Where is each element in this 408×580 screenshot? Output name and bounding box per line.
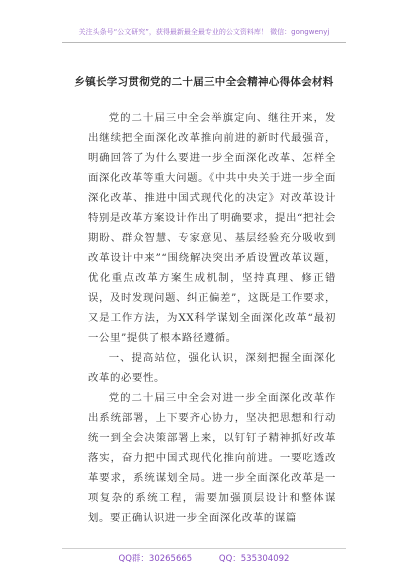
header-banner: 关注头条号“公文研究”，获得最新最全最专业的公文资料库！ 微信：gongwenyj <box>78 28 330 36</box>
header-divider <box>62 42 346 43</box>
body-paragraph-section-heading: 一、提高站位，强化认识，深刻把握全面深化改革的必要性。 <box>88 352 336 384</box>
document-body <box>88 108 336 548</box>
footer-divider <box>62 548 346 549</box>
footer-qq-contact: QQ：535304092 <box>218 554 290 564</box>
document-title: 乡镇长学习贯彻党的二十届三中全会精神心得体会材料 <box>74 76 334 88</box>
footer-qq-group: QQ群：30265665 <box>118 554 193 564</box>
body-paragraph-intro: 党的二十届三中全会举旗定向、继往开来，发出继续把全面深化改革推向前进的新时代最强音，明确回答了为什么要进一步全面深化改革、怎样全面深化改革等重大问题。《中共中央关于进一步全面深化改革、推进中国式现代化的决定》对改革设计特别是改革方案设计作出了明确要求，提出“把社会期盼、群众智慧、专家意见、基层经验充分吸收到改革设计中来”“围绕解决突出矛盾设置改革议题，优化重点改革方案生成机制，坚持真理、修正错误，及时发现问题、纠正偏差”，这既是工作要求，又是工作方法，为XX科学谋划全面深化改革“最初一公里”提供了根本路径遵循。 <box>88 112 336 344</box>
footer <box>0 552 408 564</box>
body-paragraph-section-content: 党的二十届三中全会对进一步全面深化改革作出系统部署，上下要齐心协力，坚决把思想和行动统一到全会决策部署上来，以钉钉子精神抓好改革落实，奋力把中国式现代化推向前进。一要吃透改革要求，系统谋划全局。进一步全面深化改革是一项复杂的系统工程，需要加强顶层设计和整体谋划。要正确认识进一步全面深化改革的谋篇 <box>88 392 336 524</box>
